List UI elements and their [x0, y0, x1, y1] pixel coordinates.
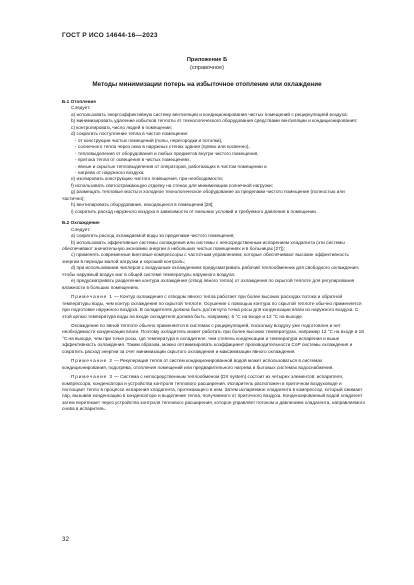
cooling-item-c: c) применять современные винтовые компрессоры с частотным управлением, которые обеспечивают высокие эффективность энергии в периоды малой нагрузки и хороший контроль;	[62, 252, 349, 264]
heating-subitem: - притока тепла от освещения в чистых помещениях,	[75, 157, 191, 163]
cooling-paragraph: Охлаждение по явной теплоте обычно применяется в системах с рециркуляцией, поскольку воздуху уже подготовлен и нет необходимости конденсации влаги. Поэтому охладитель может работать при более высоких температурах, например 12 °С на входе и 18 °С на выходе, чем при точке росы, где температура в охладителе, чем степень конденсации и температура испарения и выше эффективность охлаждения. Таким образом, можно оптимизировать коэффициент производительности СоР системы охлаждения и сократить расход энергии за счет минимизации скрытого охлаждения и максимизации явного охлаждения.	[62, 322, 364, 354]
document-body	[62, 99, 366, 413]
heating-item-h: h) вентилировать оборудование, находящееся в помещении [28];	[71, 202, 214, 208]
heating-subitem: - солнечного тепла через окна в наружных стенах здания (прямо или косвенно),	[75, 144, 250, 150]
heating-item-b: b) минимизировать удаление избытков теплоты от технологического оборудования средствами вентиляции и кондиционирования;	[71, 118, 358, 124]
cooling-item-b: b) использовать эффективные системы охлаждения или системы с непосредственным испарением хладагента (эти системы обеспечивают значительную экономию энергии в небольших чистых помещениях и в больницах [27]);	[62, 239, 345, 251]
appendix-title: Методы минимизации потерь на избыточное отопление или охлаждение	[92, 81, 322, 88]
heating-item-i: i) сократить расход наружного воздуха в зависимости от внешних условий и требуемого давления в помещении.	[71, 208, 318, 214]
heating-subitem: - нагрева от наружного воздуха.	[75, 169, 145, 175]
note-1-label: Примечание 1	[71, 294, 113, 300]
section-cooling-intro: Следует:	[71, 226, 91, 232]
cooling-item-a: a) сократить расход охлаждаемой воды за пределами чистого помещения;	[71, 233, 235, 239]
heating-item-a: a) использовать энергоэффективную систему вентиляции и кондиционирования чистых помещений с рециркуляцией воздуха;	[71, 111, 348, 117]
cooling-item-e: e) предусматривать разделение контура охлаждения (отвод явного тепла) от охлаждения по скрытой теплоте для регулирования влажности в больших помещениях.	[62, 278, 355, 290]
note-1-text: — Контур охлаждения с отводом явного тепла работает при более высоких расходах потока и обратной температуры воды, чем контур охлаждения по скрытой теплоте. Осушение с помощью контура по скрытой теплоте обычно применяется при подготовке наружного воздуха. В охладителях должна быть достигнута точка росы для конденсации влаги из наружного воздуха. С этой целью температура воды на входе охладителя должна быть, например, 6 °С на входе и 12 °С на выходе.	[62, 294, 362, 319]
note-1	[62, 294, 366, 320]
note-3-label: Примечание 3	[71, 374, 113, 380]
note-2	[62, 358, 366, 371]
section-heating-intro: Следует:	[71, 105, 91, 111]
section-heating-title: Б.1 Отопление	[62, 99, 96, 104]
note-2-text: — Рекуперация тепла от систем кондиционированной водой может использоваться в системах кондиционирования, подогрева, отопления помещений или предварительного нагрева в бытовых системах водоснабжения.	[62, 358, 334, 370]
appendix-heading	[0, 56, 414, 72]
heating-item-g: g) размещать тепловые мосты и холодное технологическое оборудование за пределами чистого помещения (полностью или частично);	[62, 189, 345, 201]
document-id: ГОСТ Р ИСО 14644-16—2023	[62, 32, 158, 39]
note-3	[62, 374, 366, 413]
heating-subitem: - от конструкции чистых помещений (полы, перегородки и потолки),	[75, 137, 223, 143]
cooling-item-d: d) при использовании чиллеров с воздушным охлаждением предусматривать рабочий теплообменник для свободного охлаждения, чтобы наружный воздух мог в общей системе температуры наружного воздуха;	[62, 265, 360, 277]
appendix-kind: (справочное)	[190, 65, 224, 71]
note-2-label: Примечание 2	[71, 358, 113, 364]
heating-subitem: - явные и скрытые тепловыделения от операторов, работающих в чистом помещении и	[75, 163, 267, 169]
note-3-text: — Система с непосредственным теплообменом (DX system) состоит из четырех элементов: испарителя, компрессора, конденсатора и устройства контроля теплового расширения. Испаритель расположен в приточном воздуховоде и поглощает тепло в процессе испарения хладагента, протекающего в нем. Затем испаряемое хладагента в компрессор, который сжимает пар, вызывая конденсацию в конденсаторе и выделение тепла, получаемого от приточного воздуха. Конденсированный водой хладагент затем перетекает через устройство контроля теплового расширения, которое управляет потоком и давлением хладагента, направляемого снова в испаритель.	[62, 374, 366, 412]
heating-item-f: f) использовать светоотражающую отделку на стенах для минимизации солнечной нагрузки;	[71, 182, 273, 188]
page-number: 32	[62, 536, 69, 543]
section-cooling-title: Б.2 Охлаждение	[62, 220, 100, 226]
heating-item-d: d) сократить поступление тепла в чистое помещение:	[71, 131, 189, 137]
appendix-label: Приложение Б	[186, 57, 228, 63]
heating-subitem: - тепловыделения от оборудования и любых предметов внутри чистого помещения,	[75, 150, 259, 156]
heating-item-c: c) контролировать число людей в помещении;	[71, 124, 172, 130]
heating-item-e: e) изолировать конструкцию чистого помещения, при необходимости;	[71, 176, 224, 182]
